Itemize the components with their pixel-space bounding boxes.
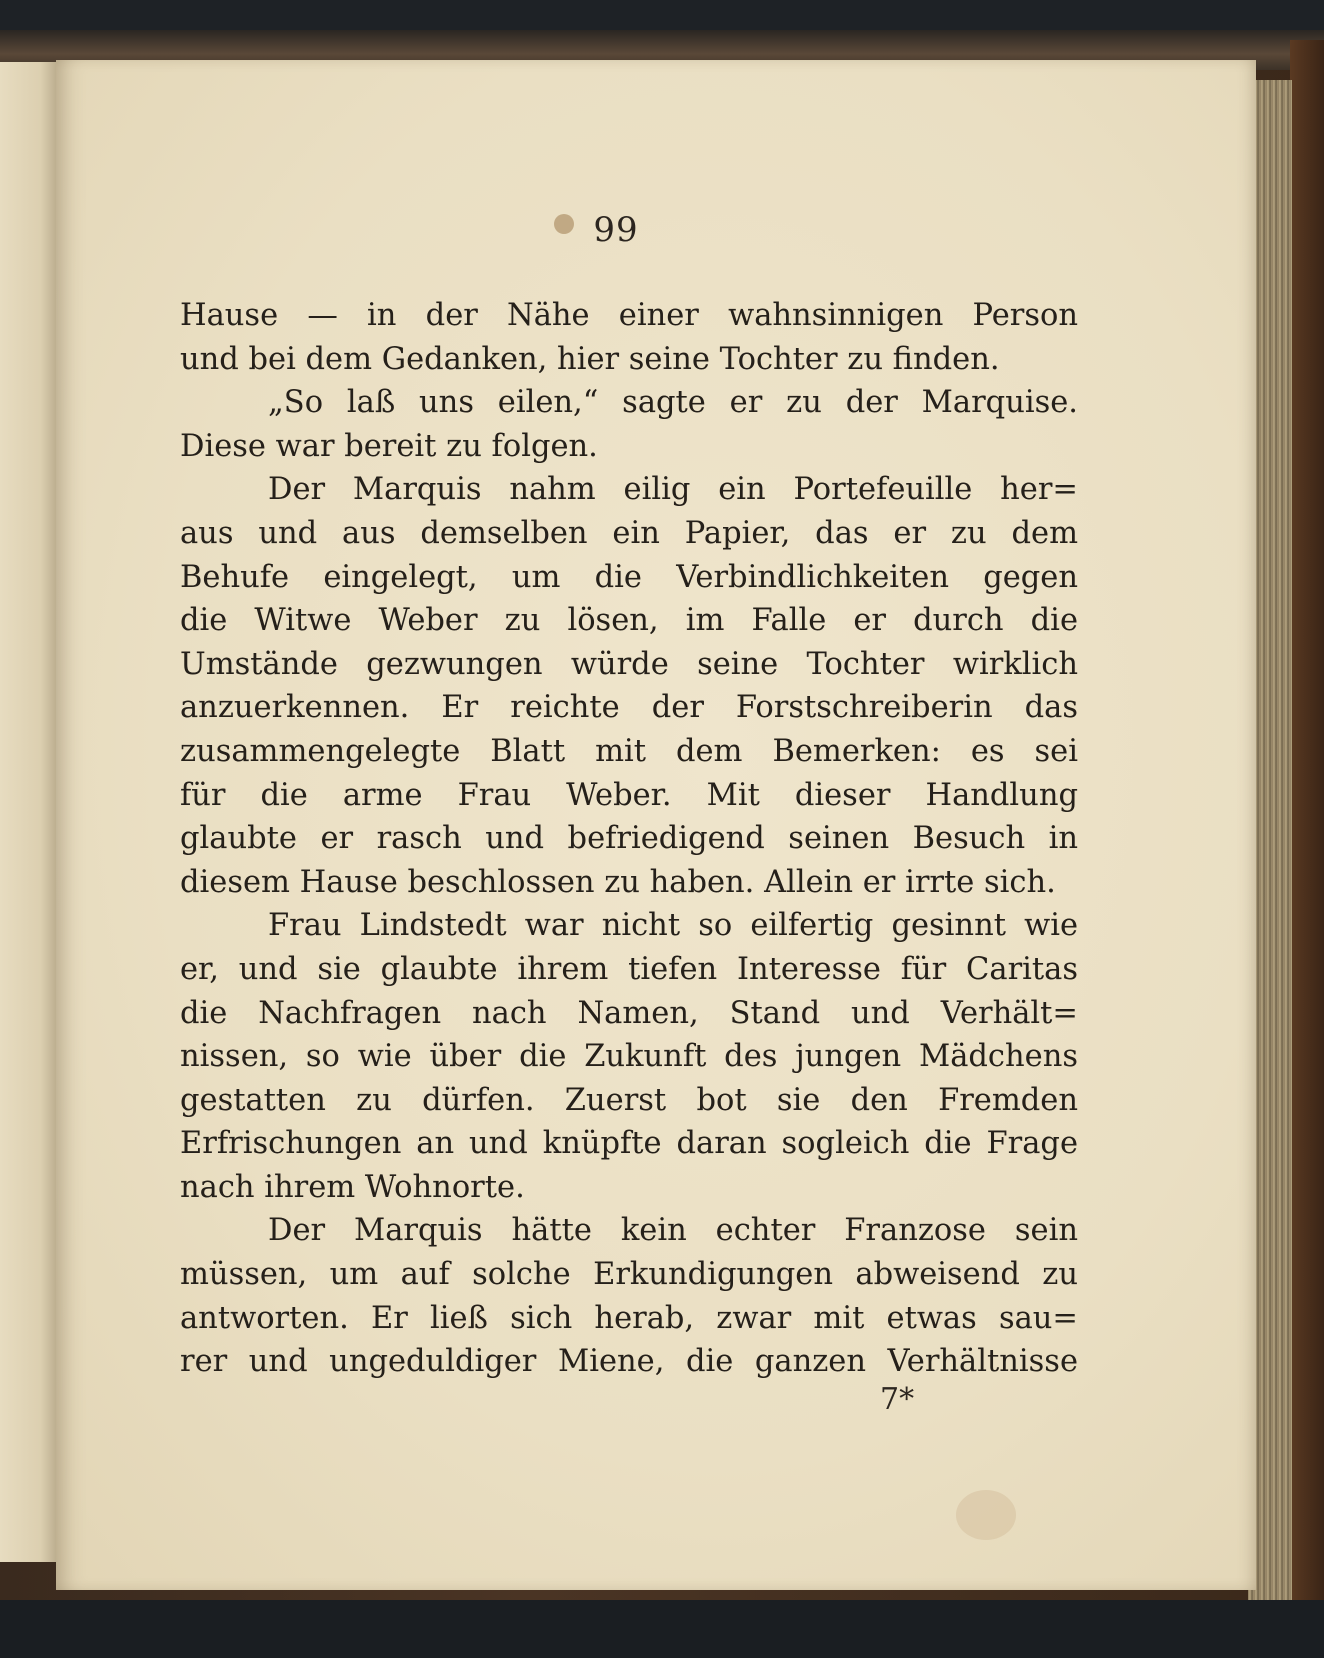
text-line: antworten. Er ließ sich herab, zwar mit etwas sau= [180,1300,1078,1336]
text-line: müssen, um auf solche Erkundigungen abweisend zu [180,1257,1078,1293]
text-line: Der Marquis nahm eilig ein Portefeuille her= [268,472,1078,508]
text-line: nissen, so wie über die Zukunft des jungen Mädchens [180,1039,1078,1075]
body-text [180,294,1078,1384]
text-line: aus und aus demselben ein Papier, das er zu dem [180,515,1078,551]
text-line: nach ihrem Wohnorte. [180,1169,525,1205]
text-line: Hause — in der Nähe einer wahnsinnigen Person [180,298,1078,333]
text-line: und bei dem Gedanken, hier seine Tochter zu finden. [180,341,1000,377]
text-line: Frau Lindstedt war nicht so eilfertig gesinnt wie [268,908,1078,944]
text-line: gestatten zu dürfen. Zuerst bot sie den Fremden [180,1082,1078,1118]
text-line: Umstände gezwungen würde seine Tochter wirklich [180,646,1078,682]
page-number: 99 [593,210,639,250]
text-line: die Nachfragen nach Namen, Stand und Verhält= [180,995,1078,1031]
book-binding-edge [1290,40,1324,1640]
text-line: rer und ungeduldiger Miene, die ganzen Verhältnisse [180,1344,1078,1380]
text-line: die Witwe Weber zu lösen, im Falle er durch die [180,603,1078,639]
text-line: Behufe eingelegt, um die Verbindlichkeiten gegen [180,559,1078,595]
scan-background [0,1600,1324,1658]
text-line: Diese war bereit zu folgen. [180,428,598,464]
text-line: Der Marquis hätte kein echter Franzose sein [268,1213,1078,1249]
printer-signature-mark: 7* [880,1382,915,1417]
text-line: er, und sie glaubte ihrem tiefen Interesse für Caritas [180,951,1078,987]
text-line: anzuerkennen. Er reichte der Forstschreiberin das [180,690,1078,726]
text-line: glaubte er rasch und befriedigend seinen Besuch in [180,821,1078,857]
facing-page-edge [0,62,58,1562]
paper-stain [956,1490,1016,1540]
text-line: Erfrischungen an und knüpfte daran sogleich die Frage [180,1126,1078,1162]
text-line: zusammengelegte Blatt mit dem Bemerken: es sei [180,733,1078,769]
text-line: für die arme Frau Weber. Mit dieser Handlung [180,777,1078,813]
text-line: diesem Hause beschlossen zu haben. Allein er irrte sich. [180,864,1056,900]
text-line: „So laß uns eilen,“ sagte er zu der Marquise. [268,385,1078,421]
